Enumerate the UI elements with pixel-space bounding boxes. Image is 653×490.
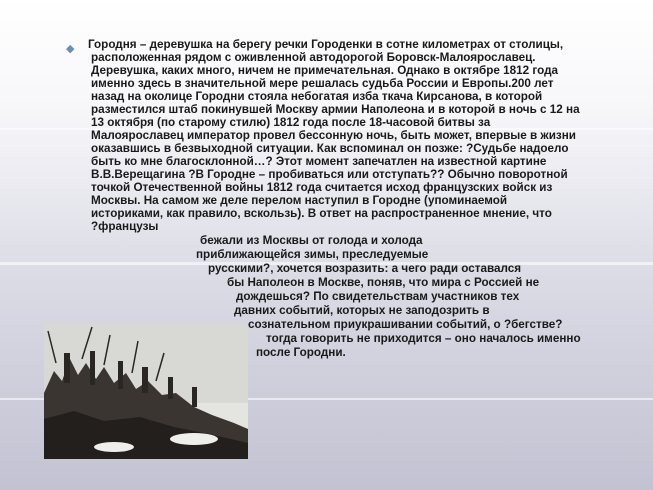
painting-snow-patch xyxy=(170,433,218,445)
text-line: назад на околице Городни стояла небогатая изба ткача Кирсанова, в которой xyxy=(91,90,543,103)
text-line: разместился штаб покинувшей Москву армии Наполеона и в которой в ночь с 12 на xyxy=(91,103,580,116)
text-line: русскими?, хочется возразить: а чего ради оставался xyxy=(208,262,522,275)
diamond-bullet-icon: ◆ xyxy=(66,43,75,55)
text-line: историками, как правило, вскользь). В ответ на распространенное мнение, что xyxy=(91,207,552,220)
text-line: тогда говорить не приходится – оно началось именно xyxy=(266,332,581,345)
text-line: бежали из Москвы от голода и холода xyxy=(200,234,423,247)
text-line: сознательном приукрашивании событий, о ?бегстве? xyxy=(248,318,563,331)
text-line: Городня – деревушка на берегу речки Городенки в сотне километрах от столицы, xyxy=(88,38,564,51)
text-line: оказавшись в безвыходной ситуации. Как вспоминал он позже: ?Судьбе надоело xyxy=(91,142,569,155)
text-line: 13 октября (по старому стилю) 1812 года после 18-часовой битвы за xyxy=(91,116,491,129)
text-line: Малоярославец император провел бессонную ночь, быть может, впервые в жизни xyxy=(91,129,576,142)
text-line: давних событий, которых не заподозрить в xyxy=(234,304,490,317)
retreat-in-snow-painting xyxy=(44,323,248,459)
text-line: бы Наполеон в Москве, поняв, что мира с Россией не xyxy=(227,276,540,289)
text-line: приближающейся зимы, преследуемые xyxy=(196,248,429,261)
text-line: точкой Отечественной войны 1812 года считается исход французских войск из xyxy=(91,181,553,194)
text-line: ?французы xyxy=(91,220,159,233)
text-line: расположенная рядом с оживленной автодорогой Боровск-Малоярославец. xyxy=(91,51,536,64)
text-line: быть ко мне благосклонной…? Этот момент запечатлен на известной картине xyxy=(91,155,547,168)
text-line: дождешься? По свидетельствам участников тех xyxy=(236,290,520,303)
painting-snow-patch xyxy=(94,442,134,452)
text-line: Москвы. На самом же деле перелом наступил в Городне (упоминаемой xyxy=(91,194,508,207)
text-line: именно здесь в значительной мере решалась судьба России и Европы.200 лет xyxy=(91,77,554,90)
text-line: Деревушка, каких много, ничем не примечательная. Однако в октябре 1812 года xyxy=(91,64,559,77)
text-line: после Городни. xyxy=(256,346,346,359)
text-line: В.В.Верещагина ?В Городне – пробиваться или отступать?? Обычно поворотной xyxy=(91,168,568,181)
